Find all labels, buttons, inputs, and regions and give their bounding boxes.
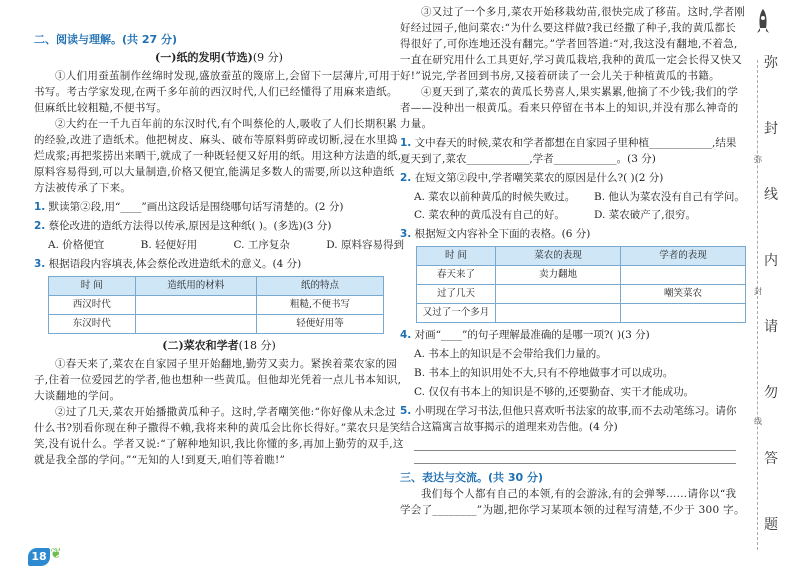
passage1-title-text: (一)纸的发明(节选) — [155, 51, 253, 64]
seal-char: 弥 — [764, 55, 778, 71]
table-row — [417, 285, 746, 304]
question-number: 3. — [34, 258, 46, 270]
question-2-options — [48, 237, 404, 253]
question-2-options-row2 — [414, 207, 746, 223]
question-5 — [400, 403, 746, 435]
seal-line-strip — [752, 0, 800, 574]
table-header: 时 间 — [417, 247, 496, 266]
passage1-paragraph-2: ②大约在一千九百年前的东汉时代,有个叫蔡伦的人,吸收了人们长期积累的经验,改进了造纸术。他把树皮、麻头、破布等原料剪碎或切断,浸在水里捣烂成浆;再把浆捞出来晒干,就成了一种既轻便又好用的纸。用这种方法造的纸,原料容易得到,可以大量制造,价格又便宜,能满足多数人的需要,所以这种造纸方法被传承了下来。 — [34, 118, 402, 194]
option-c: C. 工序复杂 — [233, 239, 290, 251]
option-c: C. 菜农种的黄瓜没有自己的好。 — [414, 209, 565, 221]
question-1 — [34, 199, 404, 215]
page-number: 18 — [28, 548, 50, 566]
rocket-icon — [756, 8, 770, 40]
table-cell: 过了几天 — [417, 285, 496, 304]
passage2-title-text: (二)菜农和学者 — [162, 339, 239, 352]
option-a: A. 价格便宜 — [48, 239, 105, 251]
table-header-row — [417, 247, 746, 266]
passage2-paragraph-1: ①春天来了,菜农在自家园子里开始翻地,勤劳又卖力。紧挨着菜农家的园子,住着一位爱园艺的学者,他也想种一些黄瓜。但他却光凭着一点儿书本知识,大谈翻地的学问。 — [34, 358, 402, 402]
table-cell-blank[interactable] — [621, 266, 746, 285]
question-text: 在短文第②段中,学者嘲笑菜农的原因是什么?( )(2 分) — [414, 172, 664, 184]
section3-title: 三、表达与交流。(共 30 分) — [400, 471, 544, 484]
question-number: 5. — [400, 405, 412, 417]
table-cell: 卖力翻地 — [496, 266, 621, 285]
passage1-points: (9 分) — [252, 51, 283, 64]
seal-small-char: 弥 — [754, 155, 762, 164]
question-number: 2. — [400, 172, 412, 184]
table-cell: 西汉时代 — [49, 296, 136, 315]
table-cell-blank[interactable] — [496, 304, 621, 323]
question-1 — [400, 135, 746, 167]
question-text: 文中春天的时候,菜农和学者都想在自家园子里种植____________,结果夏天到了,菜农____________,学者____________。(3 分) — [400, 137, 737, 165]
seal-char: 题 — [764, 517, 778, 533]
paper-table — [48, 276, 384, 334]
question-number: 1. — [34, 201, 46, 213]
table-header: 造纸用的材料 — [135, 277, 256, 296]
question-text: 对画“____”的句子理解最准确的是哪一项?( )(3 分) — [414, 329, 650, 341]
table-cell: 粗糙,不便书写 — [256, 296, 383, 315]
table-cell-blank[interactable] — [135, 296, 256, 315]
seal-char: 封 — [764, 121, 778, 137]
right-page — [400, 0, 746, 574]
table-cell: 嘲笑菜农 — [621, 285, 746, 304]
question-2 — [400, 170, 746, 186]
table-cell: 轻便好用等 — [256, 315, 383, 334]
option-d: D. 菜农破产了,很穷。 — [594, 209, 697, 221]
table-cell: 又过了一个多月 — [417, 304, 496, 323]
passage2-paragraph-4: ④夏天到了,菜农的黄瓜长势喜人,果实累累,他摘了不少钱;我们的学者——没种出一根黄瓜。看来只停留在书本上的知识,并没有那么神奇的力量。 — [400, 86, 739, 130]
answer-line[interactable] — [414, 451, 736, 464]
table-row — [49, 315, 384, 334]
question-2-options-row1 — [414, 189, 746, 205]
passage1-title — [34, 50, 404, 66]
question-text: 默读第②段,用“____”画出这段话是围绕哪句话写清楚的。(2 分) — [48, 201, 344, 213]
seal-dashed-line — [757, 60, 758, 550]
table-header: 菜农的表现 — [496, 247, 621, 266]
seal-char: 请 — [764, 319, 778, 335]
question-number: 3. — [400, 228, 412, 240]
option-b: B. 轻便好用 — [140, 239, 198, 251]
question-number: 1. — [400, 137, 412, 149]
table-header: 学者的表现 — [621, 247, 746, 266]
question-4-option-b: B. 书本上的知识用处不大,只有不停地做事才可以成功。 — [414, 367, 674, 379]
seal-char: 答 — [764, 451, 778, 467]
question-text: 蔡伦改进的造纸方法得以传承,原因是这种纸( )。(多选)(3 分) — [48, 220, 332, 232]
passage1-paragraph-1: ①人们用蚕茧制作丝绵时发现,盛放蚕茧的篾席上,会留下一层薄片,可用于书写。考古学家发现,在两千多年前的西汉时代,人们已经懂得了用麻来造纸。但麻纸比较粗糙,不便书写。 — [34, 70, 401, 114]
table-row — [49, 296, 384, 315]
question-number: 2. — [34, 220, 46, 232]
question-text: 小明现在学习书法,但他只喜欢听书法家的故事,而不去动笔练习。请你结合这篇寓言故事揭示的道理来劝告他。(4 分) — [400, 405, 737, 433]
seal-small-char: 线 — [754, 417, 762, 426]
behavior-table — [416, 246, 746, 323]
question-text: 根据短文内容补全下面的表格。(6 分) — [414, 228, 591, 240]
section3-prompt: 我们每个人都有自己的本领,有的会游泳,有的会弹琴……请你以“我学会了________”为题,把你学习某项本领的过程写清楚,不少于 300 字。 — [400, 488, 745, 516]
table-cell: 春天来了 — [417, 266, 496, 285]
question-3 — [400, 226, 746, 242]
passage2-paragraph-3: ③又过了一个多月,菜农开始移栽幼苗,很快完成了移苗。这时,学者刚好经过园子,他问菜农:“为什么要这样做?我已经撒了种子,我的黄瓜都长得很好了,可你连地还没有翻完。”学者回答道:“对,我这没有翻地,不着急,一直在研究用什么工具更好,学习黄瓜栽培,我种的黄瓜一定会长得又快又好!”说完,学者回到书房,又接着研读了一会儿关于种植黄瓜的书籍。 — [400, 6, 746, 82]
option-b: B. 他认为菜农没有自己有学问。 — [594, 191, 745, 203]
section2-title: 二、阅读与理解。(共 27 分) — [34, 33, 178, 46]
answer-line[interactable] — [414, 438, 736, 451]
table-cell-blank[interactable] — [135, 315, 256, 334]
passage2-points: (18 分) — [238, 339, 276, 352]
question-number: 4. — [400, 329, 412, 341]
option-d: D. 原料容易得到 — [326, 239, 404, 251]
option-a: A. 菜农以前种黄瓜的时候失败过。 — [414, 191, 576, 203]
question-3 — [34, 256, 404, 272]
table-row — [417, 304, 746, 323]
question-4 — [400, 327, 746, 343]
table-cell: 东汉时代 — [49, 315, 136, 334]
table-cell-blank[interactable] — [496, 285, 621, 304]
table-header: 时 间 — [49, 277, 136, 296]
table-row — [417, 266, 746, 285]
table-header: 纸的特点 — [256, 277, 383, 296]
passage2-paragraph-2: ②过了几天,菜农开始播撒黄瓜种子。这时,学者嘲笑他:“你好像从未念过什么书?别看你现在种子撒得不赖,我将来种的黄瓜会比你长得好。”菜农只是笑笑,没有说什么。学者又说:“了解种地知识,我比你懂的多,再加上勤劳的双手,这就是我全部的学问。”“无知的人!到夏天,咱们等着瞧!” — [34, 406, 404, 466]
leaf-icon: ❦ — [50, 546, 62, 562]
question-4-option-a: A. 书本上的知识是不会带给我们力量的。 — [414, 348, 607, 360]
seal-char: 线 — [764, 187, 778, 203]
question-4-option-c: C. 仅仅有书本上的知识是不够的,还要勤奋、实干才能成功。 — [414, 386, 695, 398]
seal-char: 勿 — [764, 385, 778, 401]
seal-small-char: 封 — [754, 287, 762, 296]
question-text: 根据语段内容填表,体会蔡伦改进造纸术的意义。(4 分) — [48, 258, 302, 270]
question-2 — [34, 218, 404, 234]
passage2-title — [34, 338, 404, 354]
seal-char: 内 — [764, 253, 778, 269]
table-cell-blank[interactable] — [621, 304, 746, 323]
table-header-row — [49, 277, 384, 296]
